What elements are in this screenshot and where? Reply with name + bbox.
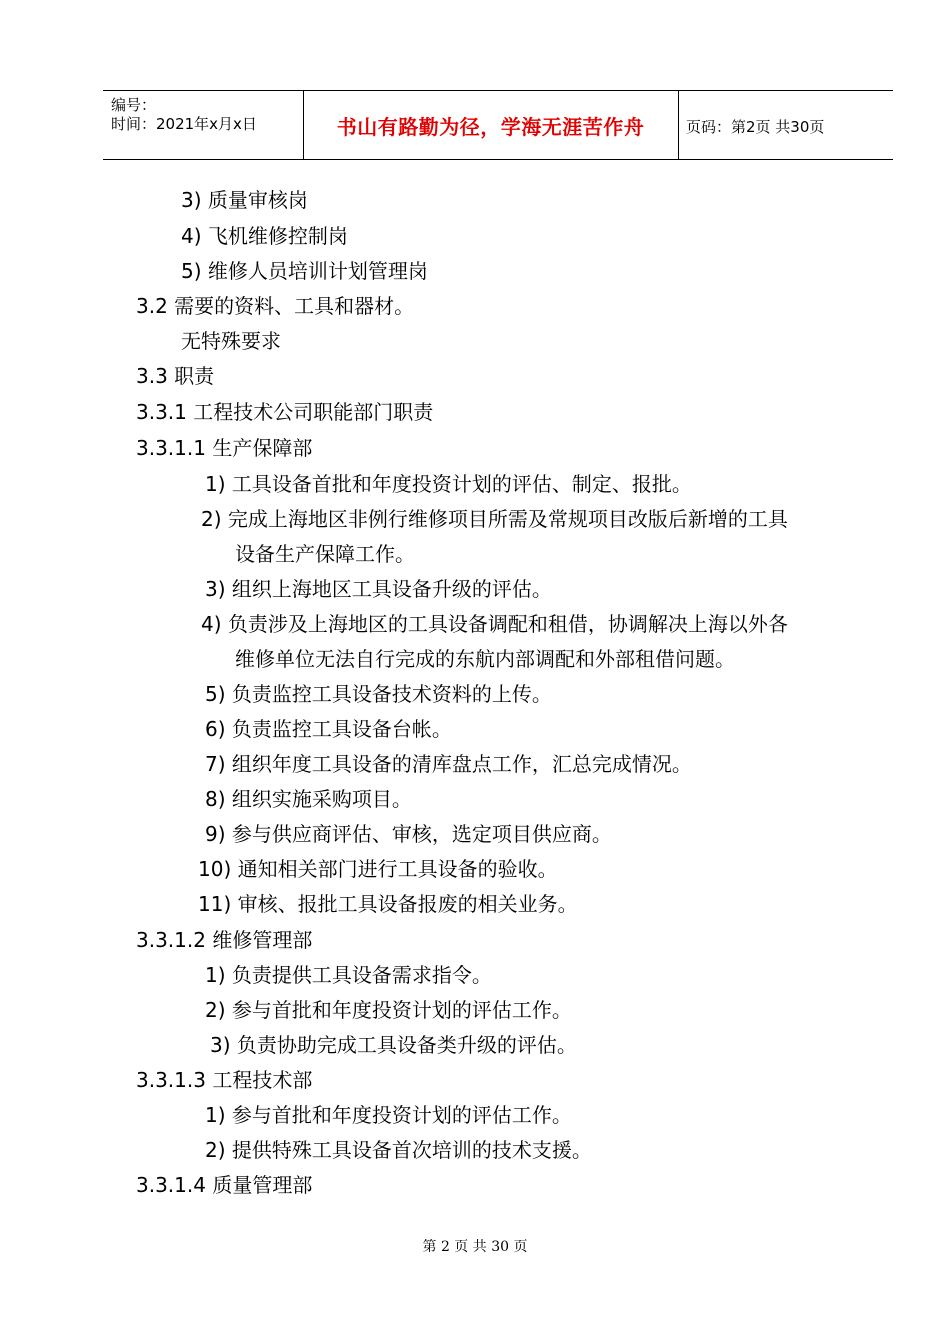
section-heading: 3.3.1.1 生产保障部 [136, 436, 313, 460]
list-item: 5) 维修人员培训计划管理岗 [181, 259, 428, 283]
section-heading: 3.3.1 工程技术公司职能部门职责 [136, 400, 434, 424]
page-footer: 第 2 页 共 30 页 [422, 1239, 528, 1255]
list-item: 11) 审核、报批工具设备报废的相关业务。 [198, 892, 578, 916]
list-item: 2) 完成上海地区非例行维修项目所需及常规项目改版后新增的工具 [201, 507, 788, 531]
header-motto: 书山有路勤为径，学海无涯苦作舟 [336, 114, 645, 139]
list-item: 1) 负责提供工具设备需求指令。 [205, 963, 492, 987]
list-item: 3) 组织上海地区工具设备升级的评估。 [205, 577, 552, 601]
list-item: 1) 参与首批和年度投资计划的评估工作。 [205, 1103, 572, 1127]
list-item: 6) 负责监控工具设备台帐。 [205, 717, 452, 741]
page-header [103, 90, 893, 160]
paragraph: 无特殊要求 [181, 329, 281, 353]
header-divider [678, 91, 679, 159]
header-page-number: 页码：第2页 共30页 [686, 118, 825, 136]
section-heading: 3.3.1.4 质量管理部 [136, 1173, 313, 1197]
list-item-continuation: 设备生产保障工作。 [235, 542, 415, 566]
list-item: 7) 组织年度工具设备的清库盘点工作，汇总完成情况。 [205, 752, 692, 776]
list-item: 3) 负责协助完成工具设备类升级的评估。 [210, 1033, 577, 1057]
header-meta [111, 96, 257, 134]
list-item: 8) 组织实施采购项目。 [205, 787, 412, 811]
list-item: 4) 飞机维修控制岗 [181, 224, 348, 248]
list-item: 2) 提供特殊工具设备首次培训的技术支援。 [205, 1138, 592, 1162]
document-number-label: 编号： [111, 96, 157, 114]
list-item: 1) 工具设备首批和年度投资计划的评估、制定、报批。 [205, 472, 692, 496]
section-heading: 3.3.1.2 维修管理部 [136, 928, 313, 952]
list-item-continuation: 维修单位无法自行完成的东航内部调配和外部租借问题。 [235, 647, 735, 671]
list-item: 5) 负责监控工具设备技术资料的上传。 [205, 682, 552, 706]
list-item: 4) 负责涉及上海地区的工具设备调配和租借，协调解决上海以外各 [201, 612, 788, 636]
list-item: 9) 参与供应商评估、审核，选定项目供应商。 [205, 822, 612, 846]
section-heading: 3.3.1.3 工程技术部 [136, 1068, 313, 1092]
document-date-label: 时间：2021年x月x日 [111, 115, 257, 133]
list-item: 2) 参与首批和年度投资计划的评估工作。 [205, 998, 572, 1022]
section-heading: 3.2 需要的资料、工具和器材。 [136, 294, 415, 318]
section-heading: 3.3 职责 [136, 364, 215, 388]
list-item: 3) 质量审核岗 [181, 188, 308, 212]
list-item: 10) 通知相关部门进行工具设备的验收。 [198, 857, 558, 881]
